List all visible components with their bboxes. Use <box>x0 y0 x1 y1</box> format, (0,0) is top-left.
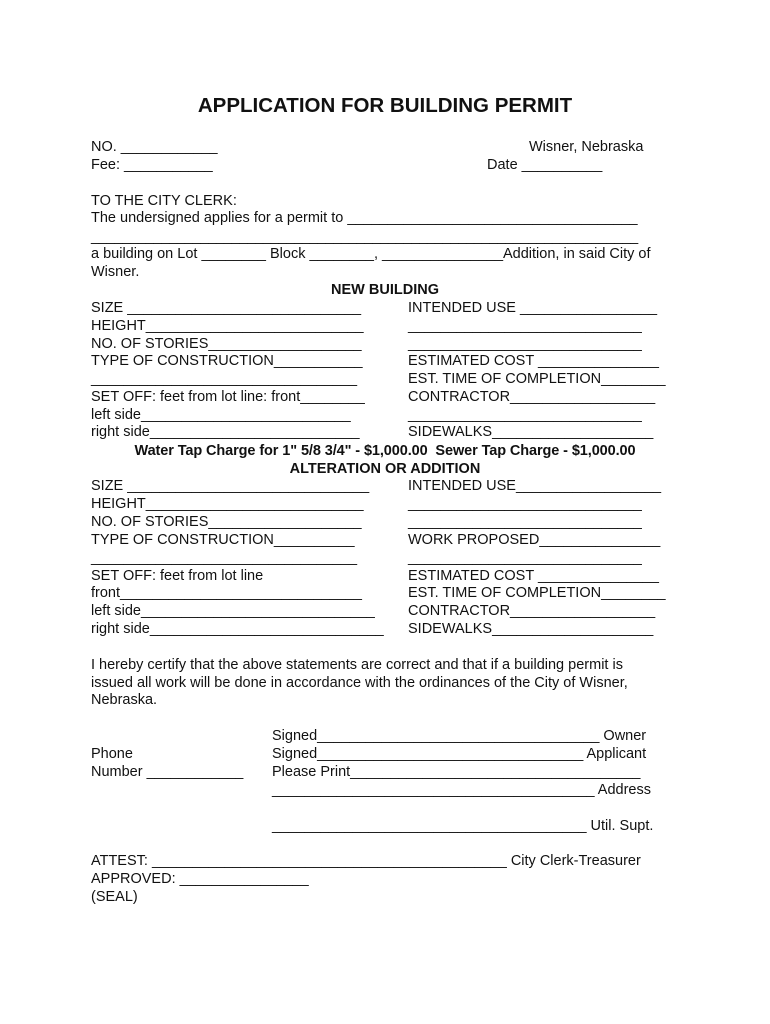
alt-left-side-field: left side_____________________________ <box>91 603 375 619</box>
new-right-side-field: right side__________________________ <box>91 424 360 440</box>
phone-number-field: Number ____________ <box>91 764 244 780</box>
util-supt-field: _______________________________________ Util. Supt. <box>272 818 654 834</box>
page-title: APPLICATION FOR BUILDING PERMIT <box>197 94 573 117</box>
owner-signature-field: Signed___________________________________ Owner <box>272 728 647 744</box>
date-field: Date __________ <box>487 157 603 173</box>
to-clerk-text: TO THE CITY CLERK: <box>91 193 237 209</box>
alt-front-field: front______________________________ <box>91 585 362 601</box>
new-building-heading: NEW BUILDING <box>331 282 439 298</box>
alt-contractor-field: CONTRACTOR__________________ <box>408 603 656 619</box>
certify-line-2: issued all work will be done in accordance with the ordinances of the City of Wisner, <box>91 675 628 691</box>
alt-intended-use-blank-1: _____________________________ <box>408 496 642 512</box>
fee-field: Fee: ___________ <box>91 157 213 173</box>
certify-line-1: I hereby certify that the above statements are correct and that if a building permit is <box>91 657 623 673</box>
alteration-heading: ALTERATION OR ADDITION <box>289 461 481 477</box>
wisner-text: Wisner. <box>91 264 140 280</box>
new-contractor-field: CONTRACTOR__________________ <box>408 389 656 405</box>
approved-field: APPROVED: ________________ <box>91 871 309 887</box>
new-intended-use-blank-1: _____________________________ <box>408 318 642 334</box>
alt-intended-use-field: INTENDED USE__________________ <box>408 478 662 494</box>
alt-completion-time-field: EST. TIME OF COMPLETION________ <box>408 585 666 601</box>
new-intended-use-blank-2: _____________________________ <box>408 336 642 352</box>
lot-block-line: a building on Lot ________ Block ________, _______________Addition, in said City of <box>91 246 651 262</box>
certify-line-3: Nebraska. <box>91 692 158 708</box>
tap-charge-text: Water Tap Charge for 1" 5/8 3/4" - $1,000.00 Sewer Tap Charge - $1,000.00 <box>134 443 636 459</box>
print-name-field: Please Print____________________________________ <box>272 764 641 780</box>
new-size-field: SIZE _____________________________ <box>91 300 362 316</box>
blank-line: ______________________________________________________________________ <box>91 229 638 245</box>
new-height-field: HEIGHT___________________________ <box>91 318 364 334</box>
alt-setoff-label: SET OFF: feet from lot line <box>91 568 264 584</box>
alt-intended-use-blank-2: _____________________________ <box>408 514 642 530</box>
alt-height-field: HEIGHT___________________________ <box>91 496 364 512</box>
permit-number-field: NO. ____________ <box>91 139 218 155</box>
alt-sidewalks-field: SIDEWALKS____________________ <box>408 621 654 637</box>
alt-size-field: SIZE ______________________________ <box>91 478 370 494</box>
seal-label: (SEAL) <box>91 889 138 905</box>
new-stories-field: NO. OF STORIES___________________ <box>91 336 362 352</box>
alt-estimated-cost-field: ESTIMATED COST _______________ <box>408 568 659 584</box>
permit-purpose-line: The undersigned applies for a permit to ____________________________________ <box>91 210 638 226</box>
new-completion-time-field: EST. TIME OF COMPLETION________ <box>408 371 666 387</box>
alt-work-proposed-field: WORK PROPOSED_______________ <box>408 532 661 548</box>
alt-construction-blank: _________________________________ <box>91 550 358 566</box>
alt-work-proposed-blank: _____________________________ <box>408 550 642 566</box>
alt-stories-field: NO. OF STORIES___________________ <box>91 514 362 530</box>
applicant-signature-field: Signed_________________________________ Applicant <box>272 746 647 762</box>
attest-field: ATTEST: ____________________________________________ City Clerk-Treasurer <box>91 853 641 869</box>
new-left-side-field: left side__________________________ <box>91 407 351 423</box>
alt-construction-type-field: TYPE OF CONSTRUCTION__________ <box>91 532 355 548</box>
location-text: Wisner, Nebraska <box>529 139 644 155</box>
alt-right-side-field: right side_____________________________ <box>91 621 384 637</box>
new-construction-blank: _________________________________ <box>91 371 358 387</box>
new-contractor-blank: _____________________________ <box>408 407 642 423</box>
new-intended-use-field: INTENDED USE _________________ <box>408 300 658 316</box>
new-sidewalks-field: SIDEWALKS____________________ <box>408 424 654 440</box>
address-field: ________________________________________ Address <box>272 782 651 798</box>
new-estimated-cost-field: ESTIMATED COST _______________ <box>408 353 659 369</box>
new-construction-type-field: TYPE OF CONSTRUCTION___________ <box>91 353 363 369</box>
new-setoff-front-field: SET OFF: feet from lot line: front________ <box>91 389 365 405</box>
phone-label: Phone <box>91 746 133 762</box>
